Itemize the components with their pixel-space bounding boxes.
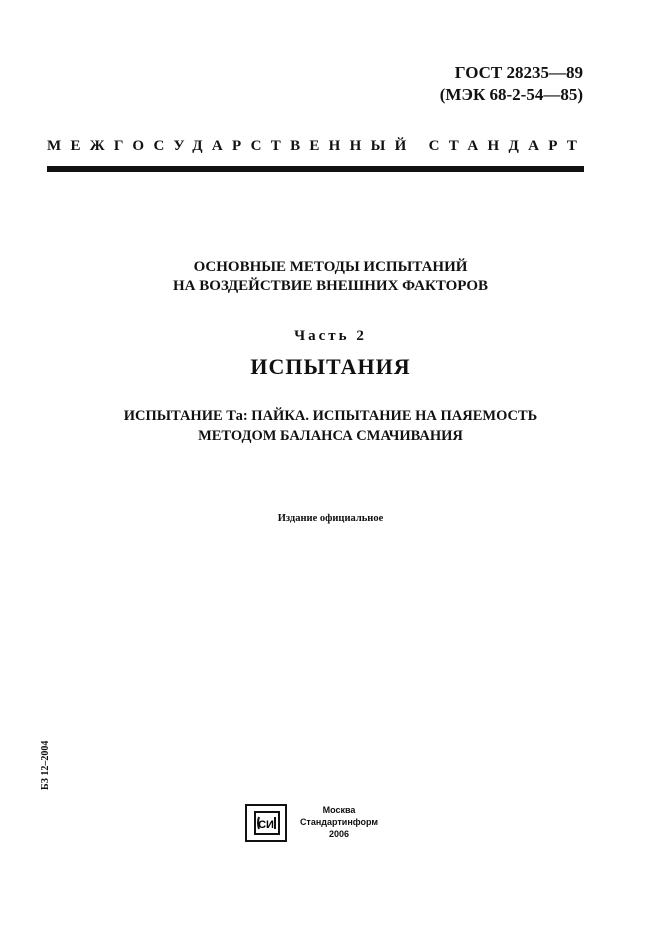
document-title <box>0 258 661 296</box>
heading-rule <box>47 166 584 172</box>
publisher-name: Стандартинформ <box>299 817 379 827</box>
document-subtitle <box>0 406 661 446</box>
interstate-standard-heading: МЕЖГОСУДАРСТВЕННЫЙ СТАНДАРТ <box>47 138 587 154</box>
gost-identifier <box>440 62 583 106</box>
iec-number: (МЭК 68-2-54—85) <box>439 85 583 104</box>
section-title: ИСПЫТАНИЯ <box>250 354 411 379</box>
publisher-logo <box>245 804 287 842</box>
title-line-2: НА ВОЗДЕЙСТВИЕ ВНЕШНИХ ФАКТОРОВ <box>172 278 489 294</box>
part-label: Часть 2 <box>294 328 367 344</box>
publisher-logo-text: СИ <box>258 819 274 831</box>
title-line-1: ОСНОВНЫЕ МЕТОДЫ ИСПЫТАНИЙ <box>193 259 468 275</box>
side-code: БЗ 12–2004 <box>40 740 51 790</box>
subtitle-line-2: МЕТОДОМ БАЛАНСА СМАЧИВАНИЯ <box>198 428 463 444</box>
gost-number: ГОСТ 28235—89 <box>454 63 583 82</box>
edition-label: Издание официальное <box>277 513 384 524</box>
publisher-city: Москва <box>322 805 356 815</box>
publisher-info <box>296 804 382 840</box>
publisher-year: 2006 <box>328 829 350 839</box>
subtitle-line-1: ИСПЫТАНИЕ Та: ПАЙКА. ИСПЫТАНИЕ НА ПАЯЕМОСТЬ <box>123 408 538 424</box>
publisher-logo-icon <box>247 806 285 840</box>
